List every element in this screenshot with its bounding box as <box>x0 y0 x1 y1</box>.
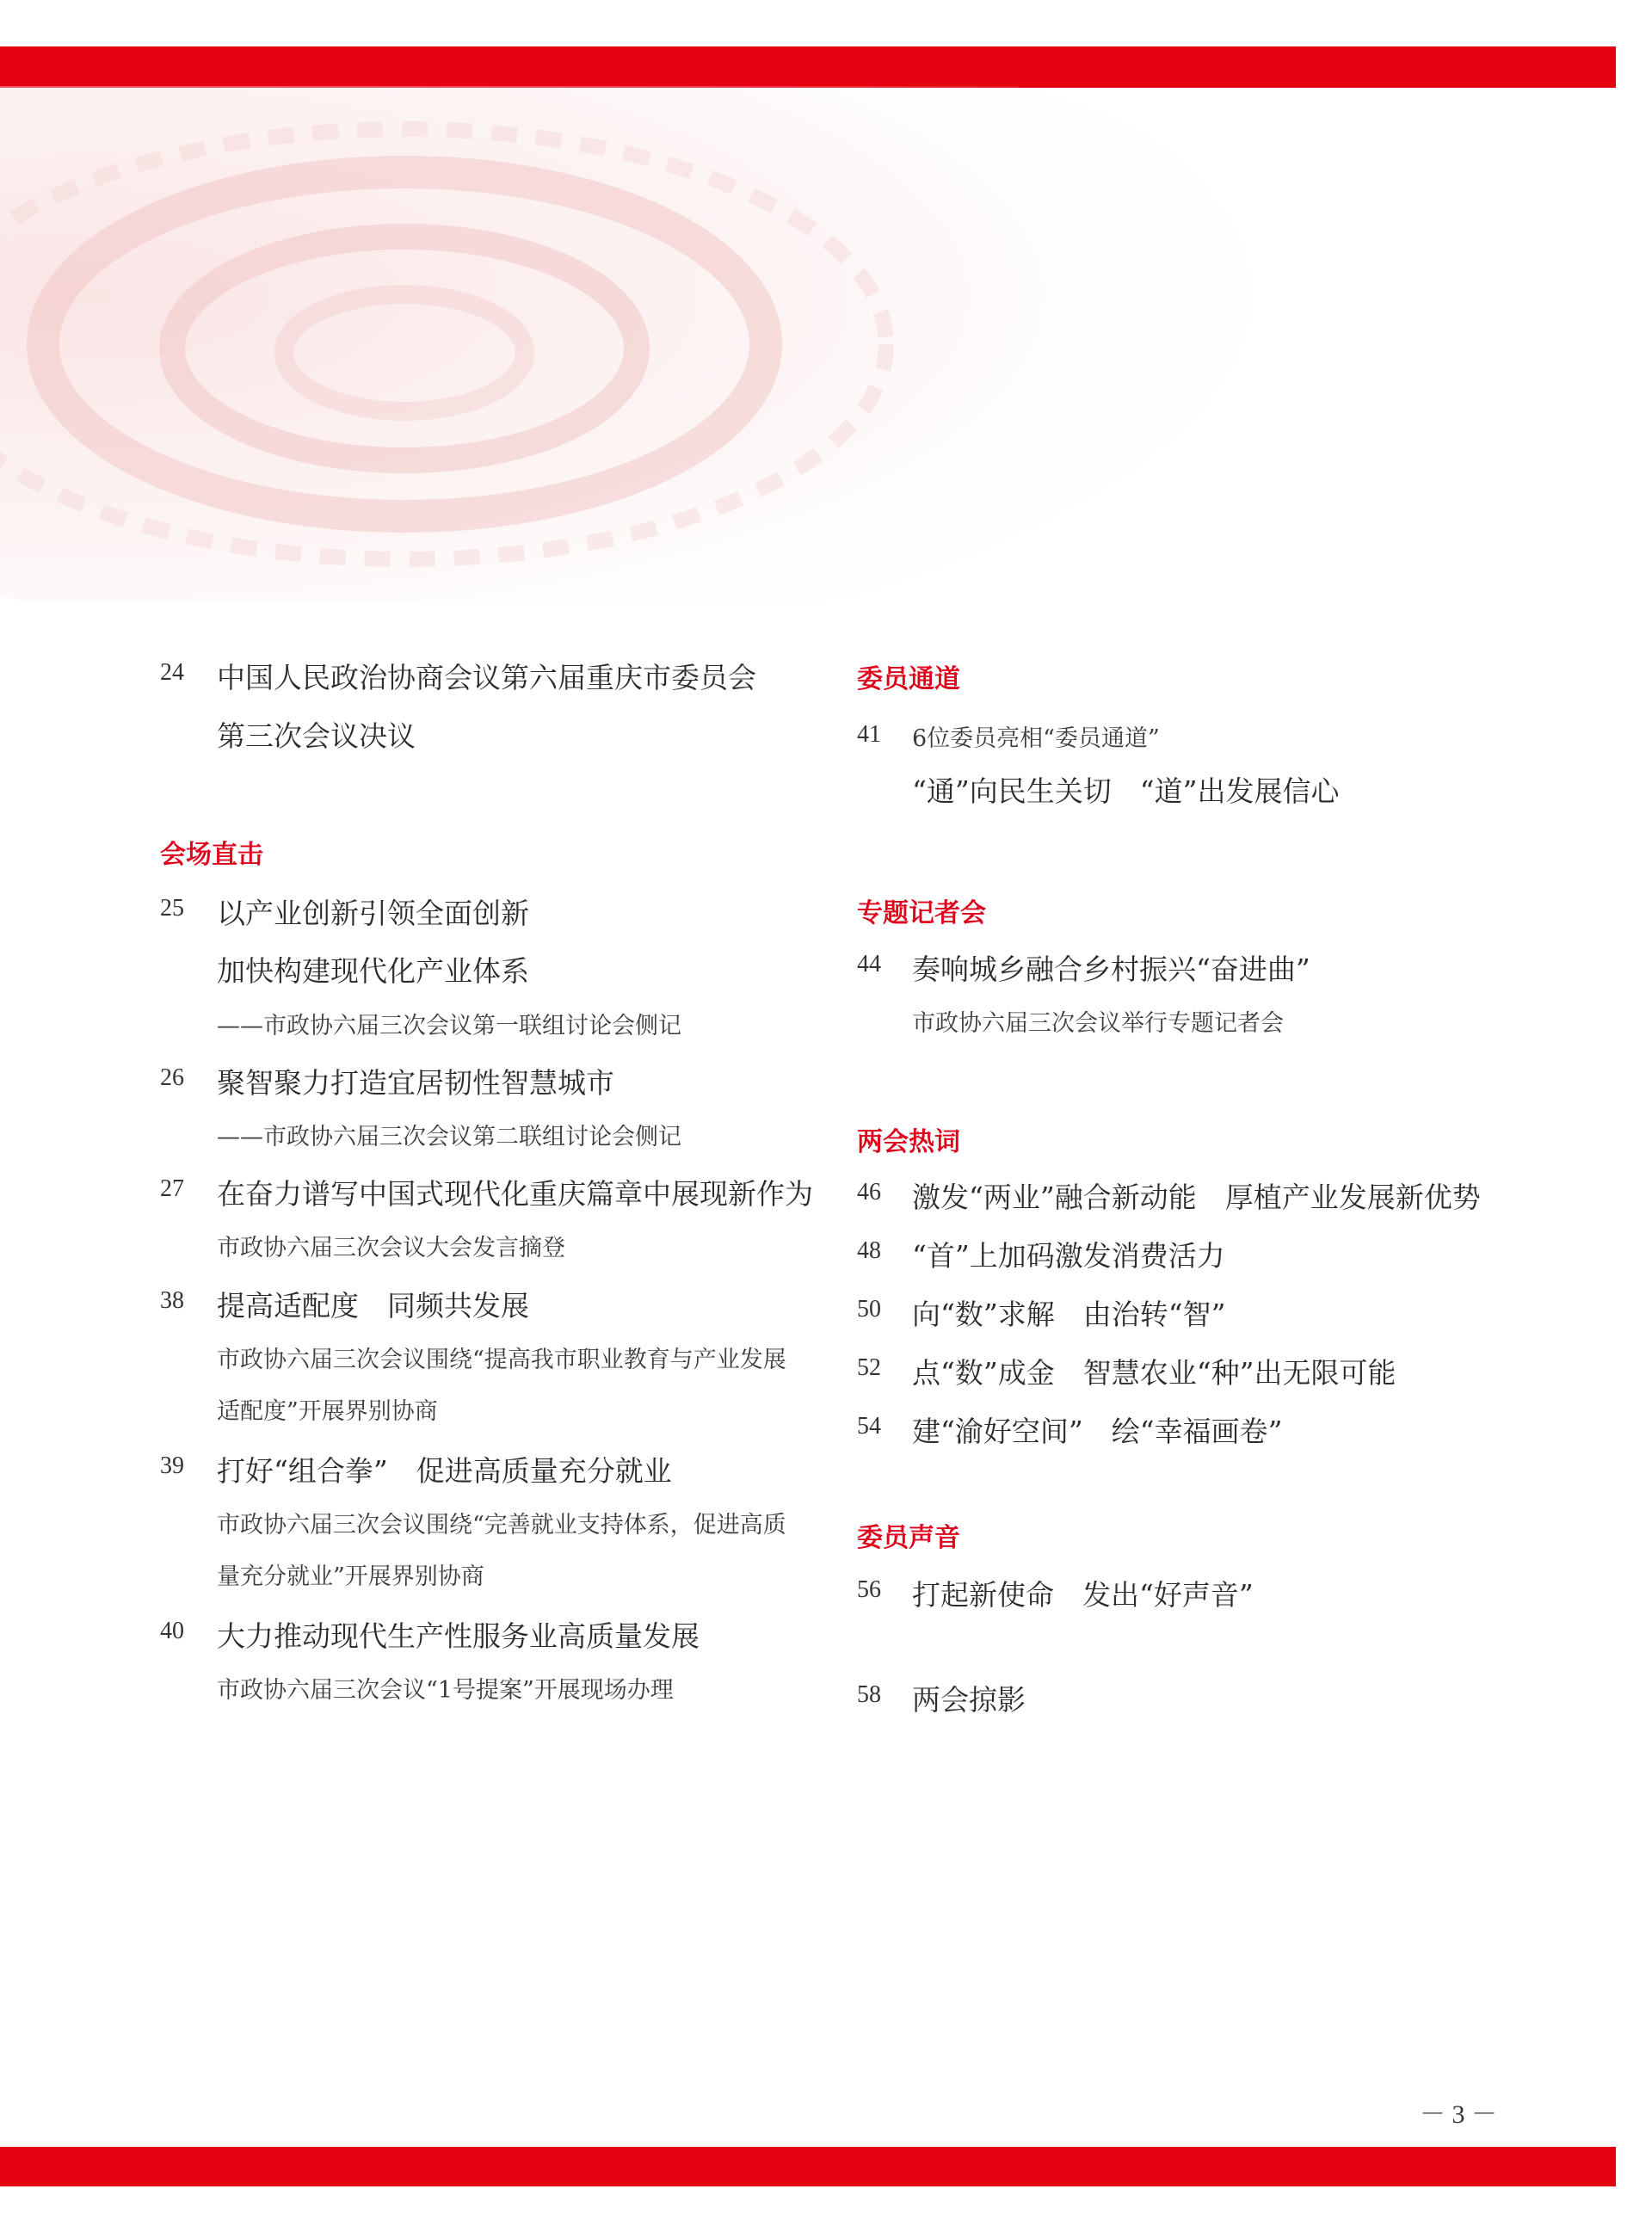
page-ref: 48 <box>857 1237 881 1264</box>
entry-title-cont: “通”向民生关切 “道”出发展信心 <box>912 774 1340 808</box>
bottom-red-bar <box>0 2147 1616 2186</box>
page-ref: 44 <box>857 951 881 977</box>
page-ref: 39 <box>160 1452 184 1479</box>
section-title-voices: 委员声音 <box>857 1523 960 1553</box>
entry-title: 激发“两业”融合新动能 厚植产业发展新优势 <box>912 1181 1481 1214</box>
entry-title: 奏响城乡融合乡村振兴“奋进曲” <box>912 953 1310 986</box>
entry-title: 建“渝好空间” 绘“幸福画卷” <box>912 1415 1283 1448</box>
entry-subtitle-cont: 适配度”开展界别协商 <box>217 1398 438 1425</box>
entry-title-cont: 加快构建现代化产业体系 <box>217 954 529 988</box>
section-title-venue: 会场直击 <box>160 840 263 870</box>
page-ref: 26 <box>160 1064 184 1091</box>
page-number: － 3 － <box>1420 2100 1497 2129</box>
entry-subtitle: 市政协六届三次会议围绕“提高我市职业教育与产业发展 <box>217 1347 786 1373</box>
section-title-member-channel: 委员通道 <box>857 664 960 694</box>
entry-subtitle: 市政协六届三次会议大会发言摘登 <box>217 1235 565 1261</box>
page-ref: 56 <box>857 1576 881 1603</box>
entry-title: 两会掠影 <box>912 1683 1026 1717</box>
entry-title: 大力推动现代生产性服务业高质量发展 <box>217 1619 700 1653</box>
entry-title: 以产业创新引领全面创新 <box>217 897 529 930</box>
page-ref: 27 <box>160 1175 184 1202</box>
entry-title: 提高适配度 同频共发展 <box>217 1289 529 1323</box>
entry-subtitle: 市政协六届三次会议围绕“完善就业支持体系，促进高质 <box>217 1512 786 1538</box>
top-red-bar <box>0 46 1616 88</box>
entry-title: 6位委员亮相“委员通道” <box>912 725 1160 752</box>
entry-title: “首”上加码激发消费活力 <box>912 1239 1225 1273</box>
entry-title: 向“数”求解 由治转“智” <box>912 1298 1226 1331</box>
entry-title: 在奋力谱写中国式现代化重庆篇章中展现新作为 <box>217 1177 813 1211</box>
entry-title: 中国人民政治协商会议第六届重庆市委员会 <box>217 661 756 694</box>
page-ref: 38 <box>160 1287 184 1314</box>
entry-subtitle-cont: 量充分就业”开展界别协商 <box>217 1563 484 1590</box>
page-ref: 52 <box>857 1354 881 1381</box>
entry-subtitle: 市政协六届三次会议举行专题记者会 <box>912 1010 1284 1037</box>
page-ref: 50 <box>857 1296 881 1323</box>
page-ref: 58 <box>857 1681 881 1708</box>
section-title-press: 专题记者会 <box>857 898 986 928</box>
section-title-keywords: 两会热词 <box>857 1127 960 1157</box>
page-ref: 41 <box>857 721 881 748</box>
page-ref: 24 <box>160 659 184 686</box>
entry-subtitle: ——市政协六届三次会议第二联组讨论会侧记 <box>217 1124 681 1150</box>
entry-title: 聚智聚力打造宜居韧性智慧城市 <box>217 1066 614 1100</box>
page-ref: 40 <box>160 1618 184 1644</box>
entry-title: 点“数”成金 智慧农业“种”出无限可能 <box>912 1356 1396 1390</box>
entry-title: 打好“组合拳” 促进高质量充分就业 <box>217 1454 672 1488</box>
gear-emblem-watermark <box>0 86 1463 602</box>
entry-subtitle: ——市政协六届三次会议第一联组讨论会侧记 <box>217 1013 681 1039</box>
page-ref: 54 <box>857 1413 881 1440</box>
entry-title: 打起新使命 发出“好声音” <box>912 1578 1254 1612</box>
entry-subtitle: 市政协六届三次会议“1号提案”开展现场办理 <box>217 1677 674 1704</box>
page-ref: 25 <box>160 895 184 922</box>
entry-title-cont: 第三次会议决议 <box>217 719 416 753</box>
page-ref: 46 <box>857 1179 881 1205</box>
